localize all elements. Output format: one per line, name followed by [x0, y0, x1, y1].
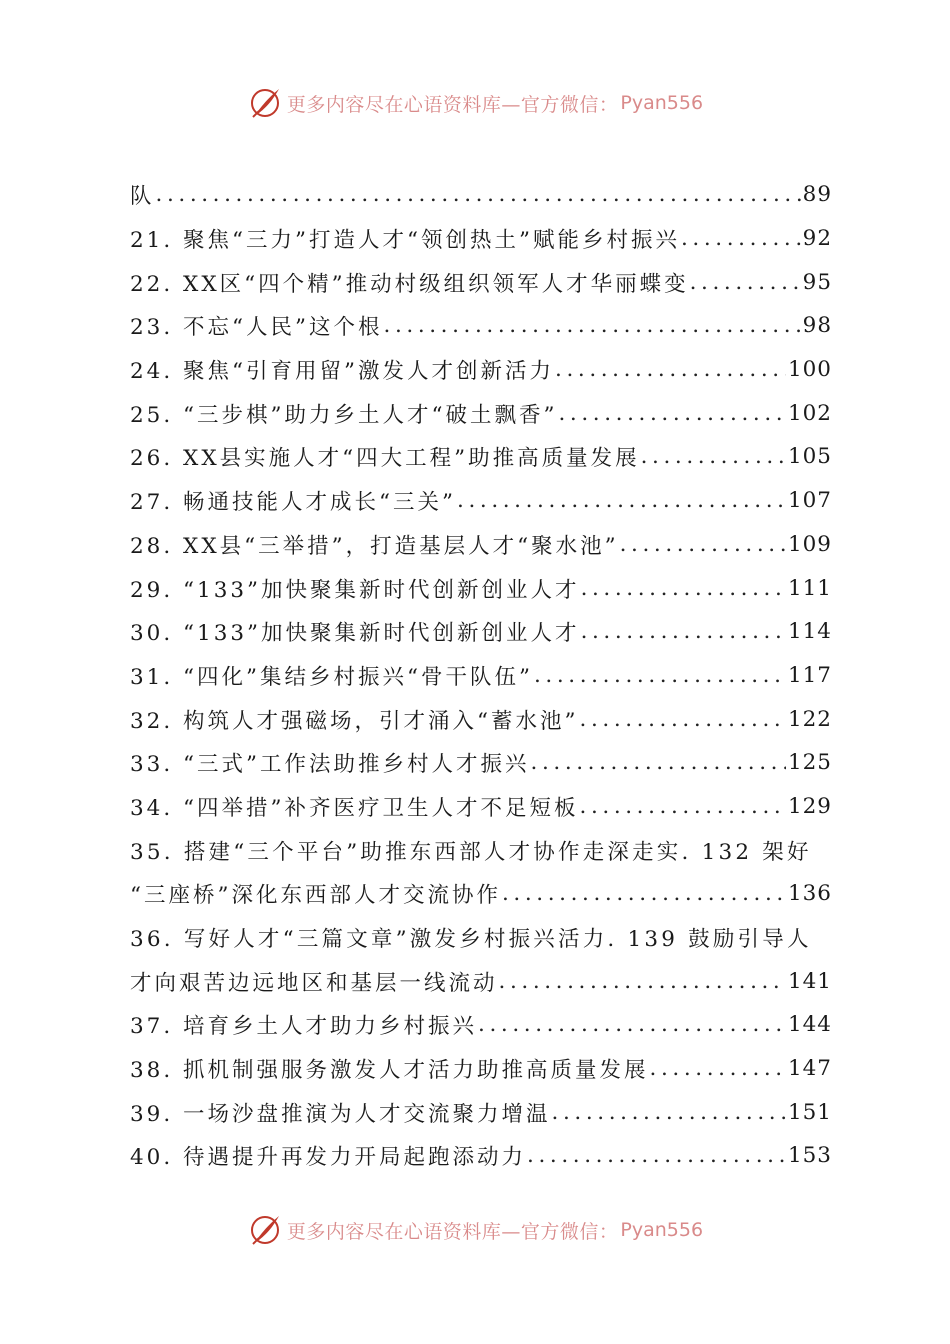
toc-line [130, 523, 832, 567]
footer-watermark-banner [0, 1210, 950, 1250]
toc-leader [156, 182, 801, 207]
toc-page: 95 [802, 269, 832, 295]
toc-leader [620, 532, 786, 557]
toc-page: 105 [787, 444, 832, 470]
toc-title: 33. “三式”工作法助推乡村人才振兴 [130, 752, 530, 778]
toc-line [130, 741, 832, 785]
toc-page: 102 [787, 400, 832, 426]
toc-title: 39. 一场沙盘推演为人才交流聚力增温 [130, 1101, 551, 1127]
toc-line [130, 435, 832, 479]
toc-line [130, 959, 832, 1003]
toc-line [130, 697, 832, 741]
banner-text: 更多内容尽在心语资料库—官方微信： [286, 1220, 619, 1243]
toc-line [130, 1047, 832, 1091]
toc-page: 114 [787, 619, 832, 645]
toc-line [130, 785, 832, 829]
toc-line [130, 304, 832, 348]
toc-page: 98 [802, 313, 832, 339]
toc-line [130, 391, 832, 435]
toc-page: 136 [787, 881, 832, 907]
toc-title: 36. 写好人才“三篇文章”激发乡村振兴活力. 139 鼓励引导人 [130, 927, 812, 953]
toc-page: 109 [787, 531, 832, 557]
toc-title: 21. 聚焦“三力”打造人才“领创热土”赋能乡村振兴 [130, 228, 680, 254]
toc-page: 151 [787, 1099, 832, 1125]
toc-page: 129 [787, 793, 832, 819]
toc-page: 141 [787, 968, 832, 994]
toc-leader [641, 444, 786, 469]
toc-leader [580, 794, 786, 819]
banner-text: 更多内容尽在心语资料库—官方微信： [286, 93, 619, 116]
quill-logo-icon [247, 1212, 283, 1248]
toc-page: 125 [787, 750, 832, 776]
toc-page: 107 [787, 488, 832, 514]
toc-leader [534, 663, 786, 688]
toc-title: 23. 不忘“人民”这个根 [130, 315, 383, 341]
toc-line [130, 1003, 832, 1047]
toc-leader [527, 1143, 786, 1168]
toc-title: 22. XX区“四个精”推动村级组织领军人才华丽蝶变 [130, 271, 689, 297]
toc-leader [499, 969, 786, 994]
toc-title: 队 [130, 184, 155, 210]
toc-title: 40. 待遇提升再发力开局起跑添动力 [130, 1145, 527, 1171]
toc-line [130, 872, 832, 916]
toc-leader [681, 226, 801, 251]
toc-title: 28. XX县“三举措”，打造基层人才“聚水池” [130, 533, 619, 559]
toc-leader [457, 488, 786, 513]
toc-line [130, 566, 832, 610]
toc-leader [555, 357, 786, 382]
toc-leader [559, 401, 786, 426]
toc-line [130, 828, 832, 872]
toc-title: 37. 培育乡土人才助力乡村振兴 [130, 1014, 478, 1040]
toc-line [130, 610, 832, 654]
toc-leader [690, 270, 801, 295]
toc-line [130, 1134, 832, 1178]
toc-leader [650, 1056, 786, 1081]
toc-title: 26. XX县实施人才“四大工程”助推高质量发展 [130, 446, 640, 472]
toc-page: 92 [802, 226, 832, 252]
toc-leader [580, 707, 786, 732]
toc-leader [552, 1100, 786, 1125]
toc-leader [478, 1012, 786, 1037]
toc-line [130, 217, 832, 261]
toc-leader [581, 576, 786, 601]
toc-page: 100 [787, 357, 832, 383]
banner-wechat-id: Pyan556 [620, 1219, 704, 1241]
toc-title: 34. “四举措”补齐医疗卫生人才不足短板 [130, 795, 579, 821]
toc-line [130, 654, 832, 698]
toc-page: 147 [787, 1056, 832, 1082]
toc-leader [531, 750, 786, 775]
table-of-contents [130, 173, 832, 1178]
toc-leader [384, 313, 801, 338]
toc-title: 30. “133”加快聚集新时代创新创业人才 [130, 621, 580, 647]
toc-line [130, 173, 832, 217]
toc-page: 144 [787, 1012, 832, 1038]
toc-line [130, 260, 832, 304]
toc-line [130, 916, 832, 960]
banner-wechat-id: Pyan556 [620, 92, 704, 114]
toc-page: 89 [802, 182, 832, 208]
toc-page: 111 [787, 575, 832, 601]
toc-leader [581, 619, 786, 644]
toc-title: 35. 搭建“三个平台”助推东西部人才协作走深走实. 132 架好 [130, 839, 812, 865]
toc-line [130, 1090, 832, 1134]
toc-title: 才向艰苦边远地区和基层一线流动 [130, 970, 498, 996]
toc-title: 31. “四化”集结乡村振兴“骨干队伍” [130, 664, 533, 690]
toc-title: 25. “三步棋”助力乡土人才“破土飘香” [130, 402, 558, 428]
toc-line [130, 479, 832, 523]
header-watermark-banner [0, 83, 950, 123]
toc-title: 32. 构筑人才强磁场，引才涌入“蓄水池” [130, 708, 579, 734]
toc-leader [502, 881, 786, 906]
toc-title: “三座桥”深化东西部人才交流协作 [130, 883, 501, 909]
quill-logo-icon [247, 85, 283, 121]
toc-page: 153 [787, 1143, 832, 1169]
toc-title: 24. 聚焦“引育用留”激发人才创新活力 [130, 359, 555, 385]
toc-title: 27. 畅通技能人才成长“三关” [130, 490, 457, 516]
toc-page: 122 [787, 706, 832, 732]
toc-page: 117 [787, 662, 832, 688]
toc-title: 29. “133”加快聚集新时代创新创业人才 [130, 577, 580, 603]
toc-title: 38. 抓机制强服务激发人才活力助推高质量发展 [130, 1058, 649, 1084]
toc-line [130, 348, 832, 392]
